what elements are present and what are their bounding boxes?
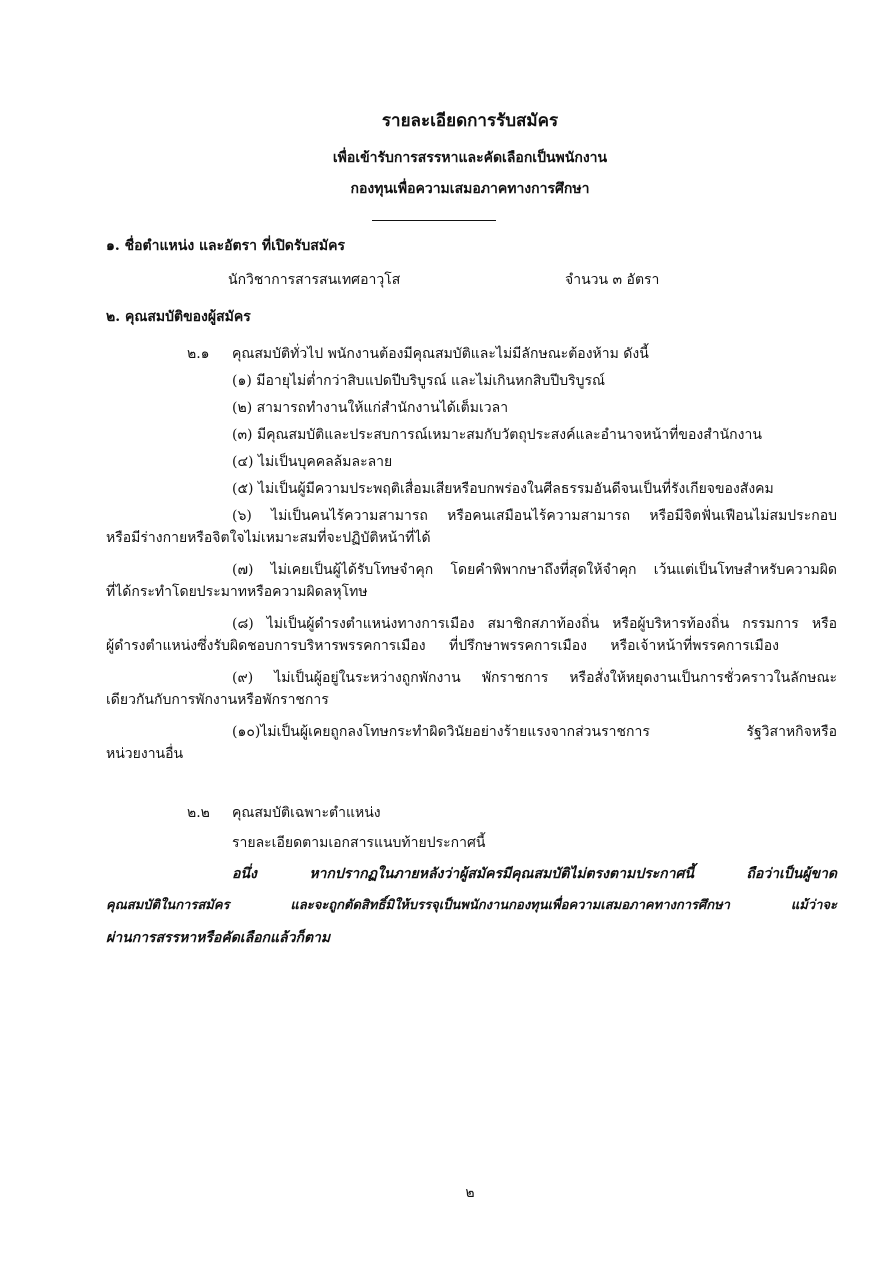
section-1-heading: ๑. ชื่อตำแหน่ง และอัตรา ที่เปิดรับสมัคร [106,238,345,254]
qualification-item-10-line-2: หน่วยงานอื่น [106,746,184,762]
qualification-item-1: (๑) มีอายุไม่ต่ำกว่าสิบแปดปีบริบูรณ์ และไม่เกินหกสิบปีบริบูรณ์ [232,373,606,389]
page-number: ๒ [465,1185,475,1201]
subsection-2-1-text: คุณสมบัติทั่วไป พนักงานต้องมีคุณสมบัติและไม่มีลักษณะต้องห้าม ดังนี้ [232,346,649,362]
document-title: รายละเอียดการรับสมัคร [381,111,559,131]
document-subtitle-1: เพื่อเข้ารับการสรรหาและคัดเลือกเป็นพนักงาน [332,150,608,166]
position-quota: จำนวน ๓ อัตรา [565,272,660,288]
qualification-item-7-line-1: (๗) ไม่เคยเป็นผู้ได้รับโทษจำคุก โดยคำพิพากษาถึงที่สุดให้จำคุก เว้นแต่เป็นโทษสำหรับความผิด [232,562,837,578]
disqualification-note-line-2: คุณสมบัติในการสมัคร และจะถูกตัดสิทธิ์มิให้บรรจุเป็นพนักงานกองทุนเพื่อความเสมอภาคทางการศึกษา แม้ว่าจะ [106,898,837,913]
title-divider [372,220,496,221]
qualification-item-8-line-1: (๘) ไม่เป็นผู้ดำรงตำแหน่งทางการเมือง สมาชิกสภาท้องถิ่น หรือผู้บริหารท้องถิ่น กรรมการ หรือ [232,616,837,632]
subsection-2-2-text: คุณสมบัติเฉพาะตำแหน่ง [232,805,381,821]
qualification-item-3: (๓) มีคุณสมบัติและประสบการณ์เหมาะสมกับวัตถุประสงค์และอำนาจหน้าที่ของสำนักงาน [232,427,762,443]
document-subtitle-2: กองทุนเพื่อความเสมอภาคทางการศึกษา [350,181,590,197]
section-2-heading: ๒. คุณสมบัติของผู้สมัคร [106,309,251,325]
qualification-item-10-line-1: (๑๐)ไม่เป็นผู้เคยถูกลงโทษกระทำผิดวินัยอย่างร้ายแรงจากส่วนราชการ รัฐวิสาหกิจหรือ [232,724,837,740]
qualification-item-8-line-2: ผู้ดำรงตำแหน่งซึ่งรับผิดชอบการบริหารพรรคการเมือง ที่ปรึกษาพรรคการเมือง หรือเจ้าหน้าที่พรรคการเมือง [106,638,779,654]
qualification-item-9-line-1: (๙) ไม่เป็นผู้อยู่ในระหว่างถูกพักงาน พักราชการ หรือสั่งให้หยุดงานเป็นการชั่วคราวในลักษณะ [232,670,837,686]
disqualification-note-line-3: ผ่านการสรรหาหรือคัดเลือกแล้วก็ตาม [106,930,331,946]
qualification-item-5: (๕) ไม่เป็นผู้มีความประพฤติเสื่อมเสียหรือบกพร่องในศีลธรรมอันดีจนเป็นที่รังเกียจของสังคม [232,481,774,497]
qualification-item-6-line-1: (๖) ไม่เป็นคนไร้ความสามารถ หรือคนเสมือนไร้ความสามารถ หรือมีจิตฟั่นเฟือนไม่สมประกอบ [232,508,837,524]
qualification-item-4: (๔) ไม่เป็นบุคคลล้มละลาย [232,454,393,470]
subsection-2-2-number: ๒.๒ [187,805,210,821]
position-name: นักวิชาการสารสนเทศอาวุโส [228,272,401,288]
subsection-2-1-number: ๒.๑ [187,346,210,362]
qualification-item-2: (๒) สามารถทำงานให้แก่สำนักงานได้เต็มเวลา [232,400,509,416]
qualification-item-9-line-2: เดียวกันกับการพักงานหรือพักราชการ [106,692,329,708]
subsection-2-2-detail: รายละเอียดตามเอกสารแนบท้ายประกาศนี้ [232,835,486,851]
qualification-item-7-line-2: ที่ได้กระทำโดยประมาทหรือความผิดลหุโทษ [106,584,368,600]
qualification-item-6-line-2: หรือมีร่างกายหรือจิตใจไม่เหมาะสมที่จะปฏิบัติหน้าที่ได้ [106,530,431,546]
disqualification-note-line-1: อนึ่ง หากปรากฏในภายหลังว่าผู้สมัครมีคุณสมบัติไม่ตรงตามประกาศนี้ ถือว่าเป็นผู้ขาด [232,866,837,882]
